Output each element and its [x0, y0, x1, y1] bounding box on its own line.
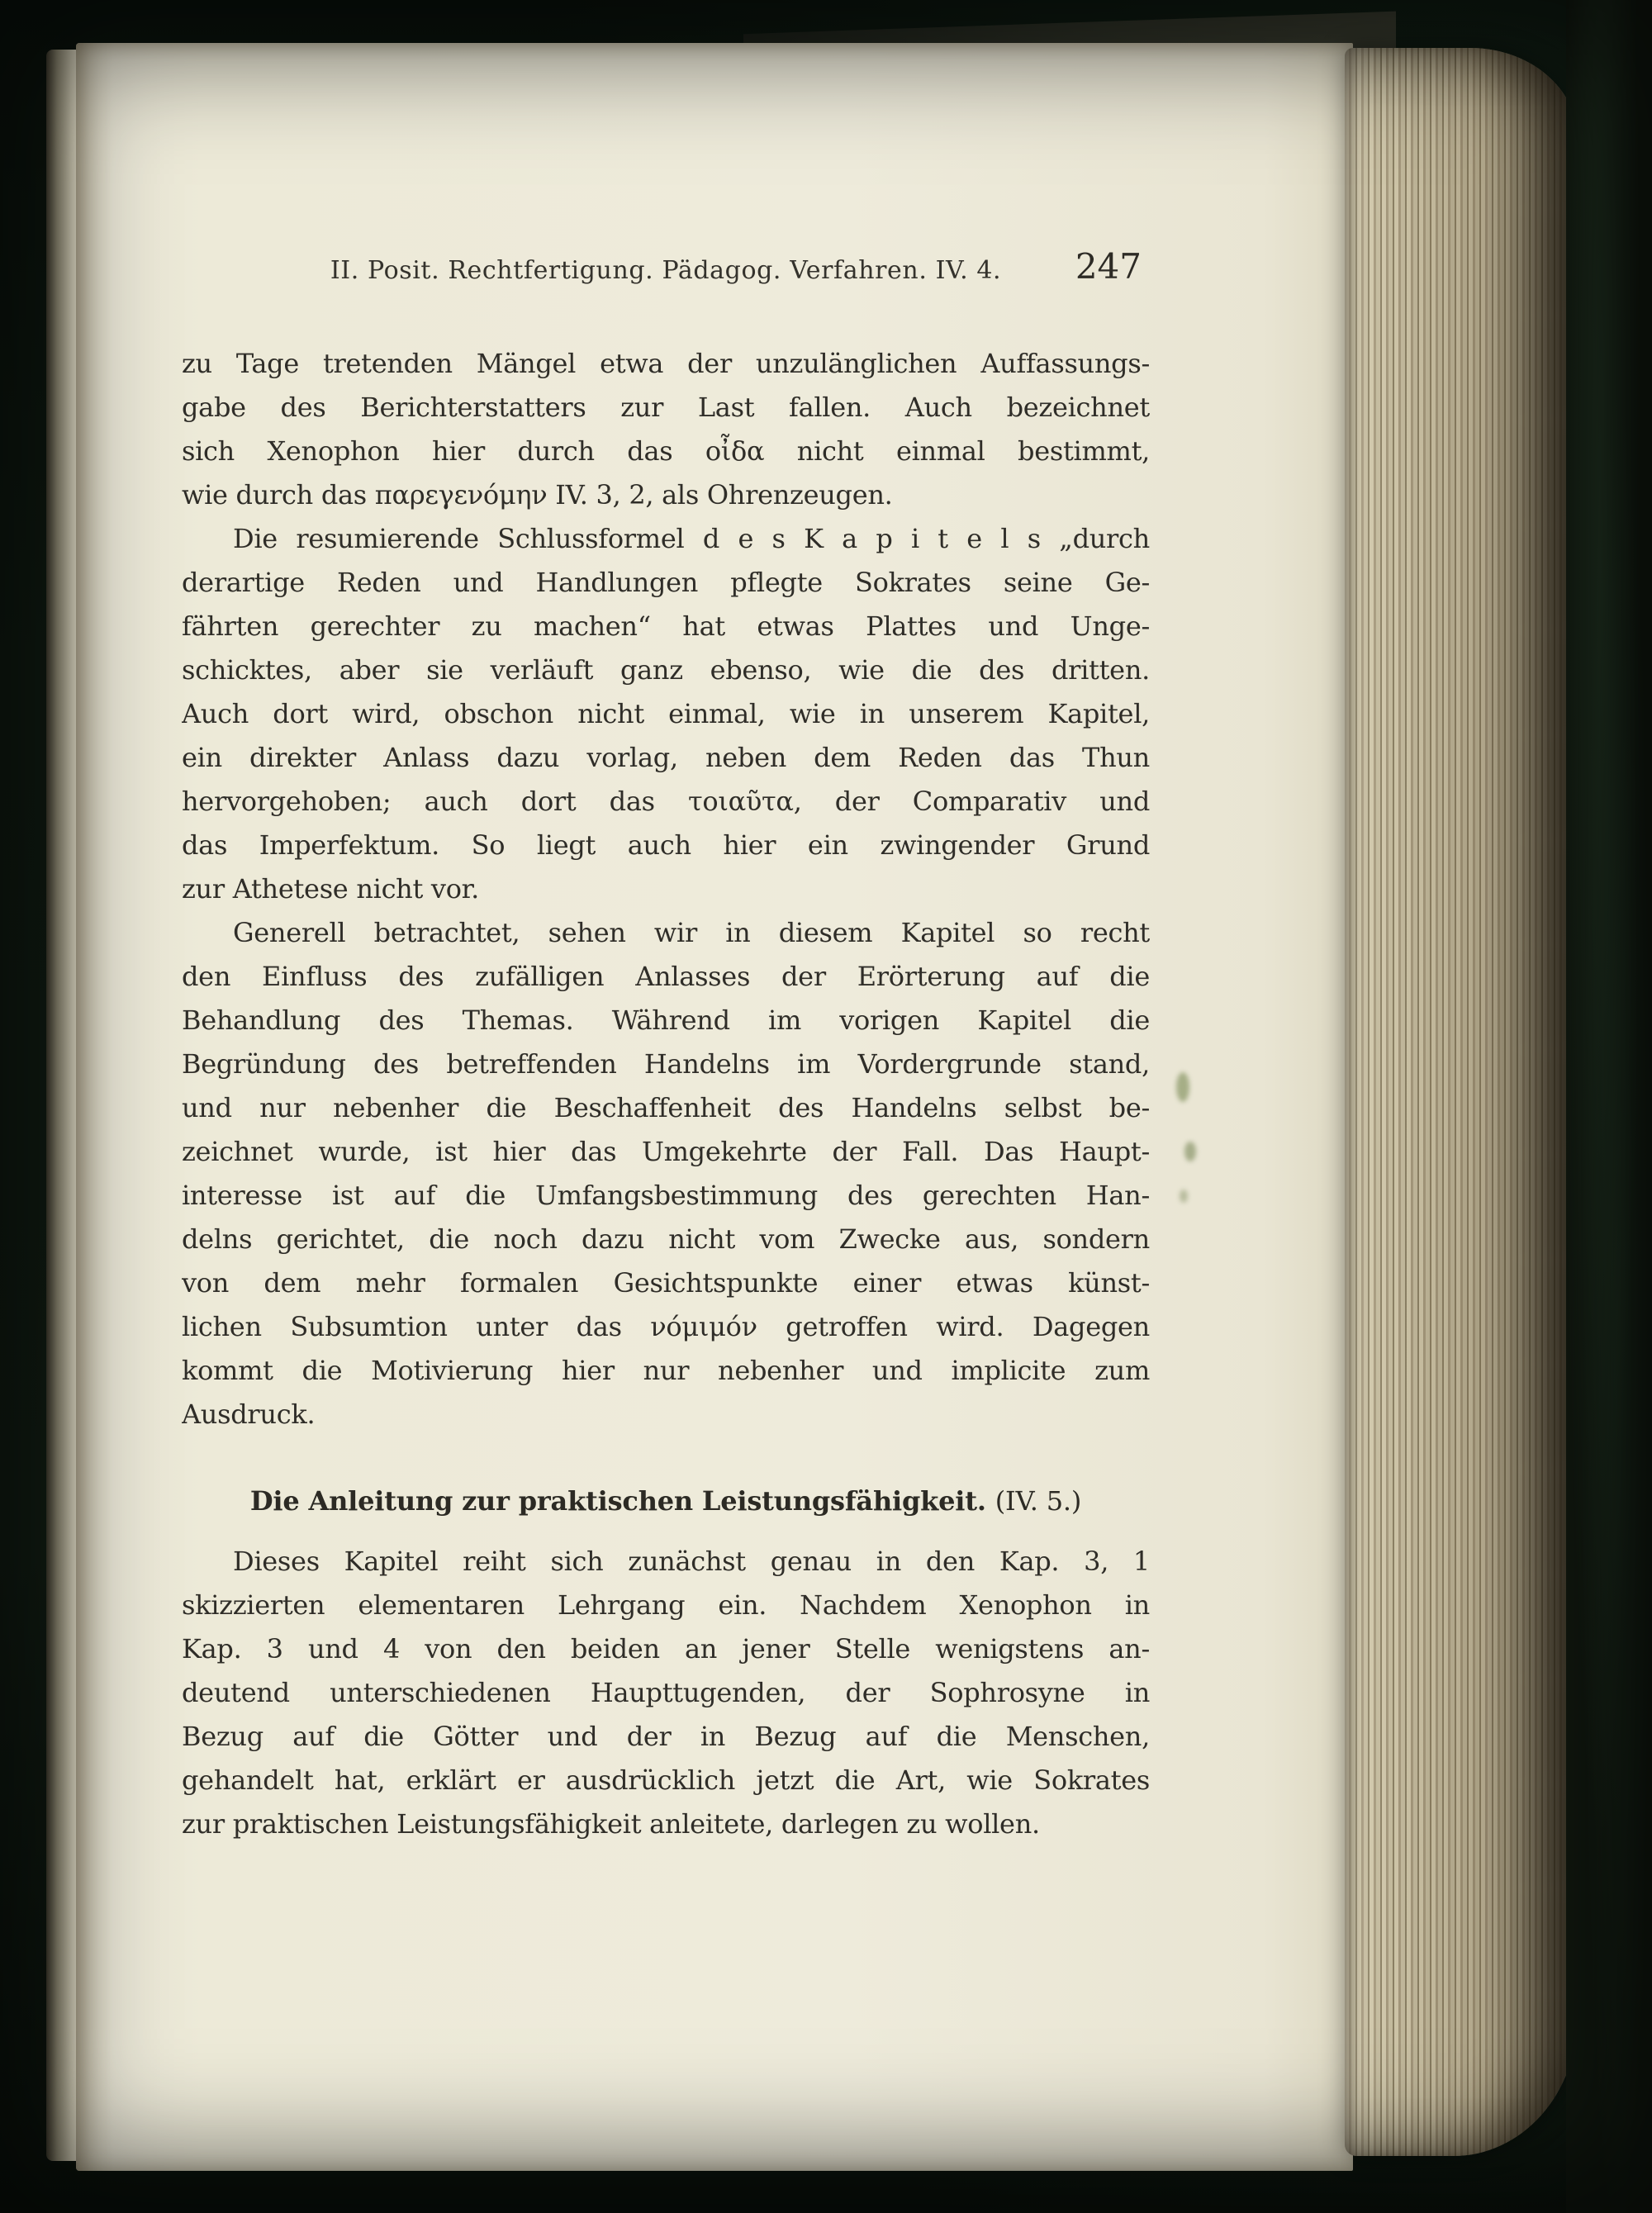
running-header: [182, 246, 1150, 301]
text-line: skizzierten elementaren Lehrgang ein. Nachdem Xenophon in: [182, 1589, 1150, 1621]
text-line: hervorgehoben; auch dort das τοιαῦτα, der Comparativ und: [182, 786, 1150, 817]
text-line: zur praktischen Leistungsfähigkeit anleitete, darlegen zu wollen.: [182, 1808, 1040, 1840]
stain-mark: [1180, 1190, 1188, 1203]
section-heading: [182, 1479, 1150, 1523]
text-body: [182, 342, 1150, 1846]
text-line: und nur nebenher die Beschaffenheit des Handelns selbst be-: [182, 1092, 1150, 1123]
text-line: schicktes, aber sie verläuft ganz ebenso, wie die des dritten.: [182, 654, 1150, 686]
section-heading-ref: (IV. 5.): [995, 1485, 1082, 1517]
text-line: delns gerichtet, die noch dazu nicht vom Zwecke aus, sondern: [182, 1223, 1150, 1255]
text-line: gabe des Berichterstatters zur Last fallen. Auch bezeichnet: [182, 392, 1150, 423]
text-line: Auch dort wird, obschon nicht einmal, wie in unserem Kapitel,: [182, 698, 1150, 729]
text-line: fährten gerechter zu machen“ hat etwas Plattes und Unge-: [182, 610, 1150, 642]
book-cover: [1566, 0, 1652, 2213]
running-title: II. Posit. Rechtfertigung. Pädagog. Verfahren. IV. 4.: [330, 256, 1002, 285]
text-line: wie durch das παρεγενόμην IV. 3, 2, als Ohrenzeugen.: [182, 479, 893, 511]
text-line: zu Tage tretenden Mängel etwa der unzulänglichen Auffassungs-: [182, 348, 1150, 379]
text-line: zeichnet wurde, ist hier das Umgekehrte der Fall. Das Haupt-: [182, 1136, 1150, 1167]
text-line: derartige Reden und Handlungen pflegte Sokrates seine Ge-: [182, 567, 1150, 598]
book-page: [76, 43, 1353, 2171]
text-line: Kap. 3 und 4 von den beiden an jener Stelle wenigstens an-: [182, 1633, 1150, 1664]
page-number: 247: [1075, 246, 1142, 287]
text-line: Behandlung des Themas. Während im vorigen Kapitel die: [182, 1004, 1150, 1036]
text-line: zur Athetese nicht vor.: [182, 873, 480, 905]
text-line: Begründung des betreffenden Handelns im Vordergrunde stand,: [182, 1048, 1150, 1080]
text-line: sich Xenophon hier durch das οἶδα nicht einmal bestimmt,: [182, 435, 1150, 467]
text-line: gehandelt hat, erklärt er ausdrücklich jetzt die Art, wie Sokrates: [182, 1764, 1150, 1796]
text-line: kommt die Motivierung hier nur nebenher und implicite zum: [182, 1355, 1150, 1386]
text-line: Ausdruck.: [182, 1399, 316, 1430]
text-line: Dieses Kapitel reiht sich zunächst genau in den Kap. 3, 1: [233, 1546, 1150, 1577]
section-heading-text: Die Anleitung zur praktischen Leistungsfähigkeit.: [249, 1485, 995, 1517]
text-line: Die resumierende Schlussformel d e s K a p i t e l s „durch: [233, 523, 1150, 554]
text-line: den Einfluss des zufälligen Anlasses der Erörterung auf die: [182, 961, 1150, 992]
text-line: deutend unterschiedenen Haupttugenden, der Sophrosyne in: [182, 1677, 1150, 1708]
stain-mark: [1184, 1142, 1196, 1161]
text-line: von dem mehr formalen Gesichtspunkte einer etwas künst-: [182, 1267, 1150, 1299]
text-line: lichen Subsumtion unter das νόμιμόν getroffen wird. Dagegen: [182, 1311, 1150, 1342]
fore-edge-pages: [1345, 48, 1578, 2156]
text-line: ein direkter Anlass dazu vorlag, neben dem Reden das Thun: [182, 742, 1150, 773]
text-line: das Imperfektum. So liegt auch hier ein zwingender Grund: [182, 829, 1150, 861]
stain-mark: [1176, 1072, 1189, 1102]
text-line: Bezug auf die Götter und der in Bezug auf die Menschen,: [182, 1721, 1150, 1752]
text-line: interesse ist auf die Umfangsbestimmung des gerechten Han-: [182, 1180, 1150, 1211]
text-line: Generell betrachtet, sehen wir in diesem Kapitel so recht: [233, 917, 1150, 948]
left-page-edge: [46, 50, 78, 2161]
